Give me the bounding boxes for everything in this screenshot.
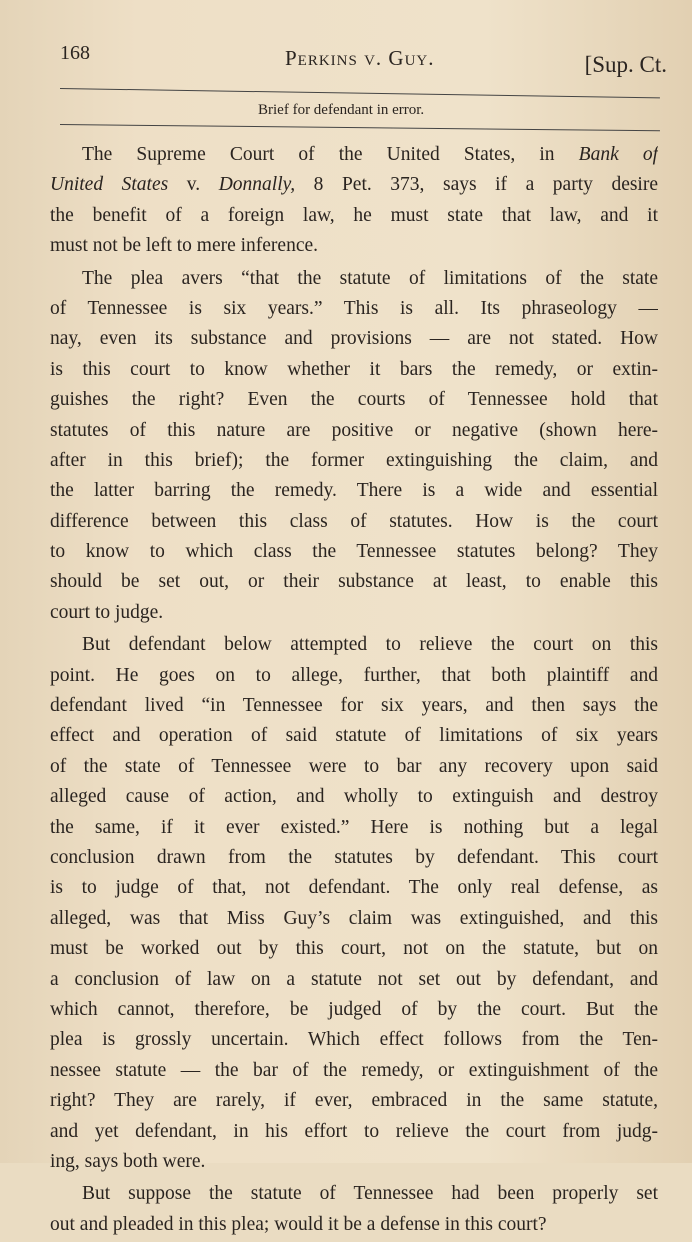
text-segment: 8 Pet. 373, says if a party desire [295,174,658,196]
text-segment: the benefit of a foreign law, he must state that law, and it [50,204,658,226]
running-header [60,42,667,82]
text-line [50,691,658,721]
court-label: [Sup. Ct. [584,52,667,77]
text-segment: of Tennessee is six years.” This is all. Its phraseology — [50,297,658,319]
text-line [50,567,658,597]
text-segment: should be set out, or their substance at least, to enable this [50,571,658,593]
text-line [50,1086,658,1116]
text-line [50,1179,658,1209]
italic-text: Donnally, [218,174,296,196]
text-line [50,416,658,446]
text-segment: and yet defendant, in his effort to relieve the court from judg- [50,1120,658,1142]
text-segment: The Supreme Court of the United States, in [82,144,579,165]
text-line [50,201,658,231]
subheading-rule [60,124,660,131]
text-segment: conclusion drawn from the statutes by defendant. This court [50,846,658,868]
text-line [50,140,658,170]
text-line [50,904,658,934]
header-rule [60,88,660,98]
text-segment: the same, if it ever existed.” Here is nothing but a legal [50,816,658,838]
text-line [50,476,658,506]
text-line [50,170,658,200]
text-line [50,934,658,964]
text-segment: point. He goes on to allege, further, that both plaintiff and [50,664,658,686]
text-segment: alleged, was that Miss Guy’s claim was extinguished, and this [50,907,658,929]
text-segment: alleged cause of action, and wholly to extinguish and destroy [50,786,658,808]
text-line [50,843,658,873]
text-segment: is this court to know whether it bars the remedy, or extin- [50,358,658,380]
text-segment: v. [168,174,219,196]
text-segment: difference between this class of statutes. How is the court [50,510,658,532]
text-segment: defendant lived “in Tennessee for six years, and then says the [50,695,658,717]
text-line [50,721,658,751]
text-segment: must not be left to mere inference. [50,235,319,257]
text-line [50,752,658,782]
text-line [50,385,658,415]
text-segment: plea is grossly uncertain. Which effect follows from the Ten- [50,1029,658,1051]
text-segment: But suppose the statute of Tennessee had been properly set [82,1183,658,1205]
text-line [50,661,658,691]
text-line [50,965,658,995]
text-segment: The plea avers “that the statute of limitations of the state [82,267,658,289]
text-line [50,598,658,628]
text-segment: must be worked out by this court, not on the statute, but on [50,938,658,960]
text-line [50,294,658,324]
text-line [50,813,658,843]
text-segment: nay, even its substance and provisions — are not stated. How [50,328,658,350]
text-line [50,1210,658,1240]
text-segment: after in this brief); the former extinguishing the claim, and [50,449,658,471]
text-line [50,355,658,385]
text-line [50,324,658,354]
text-segment: But defendant below attempted to relieve the court on this [82,634,658,656]
text-segment: a conclusion of law on a statute not set out by defendant, and [50,968,658,990]
text-line [50,1025,658,1055]
text-line [50,264,658,294]
text-line [50,1147,658,1177]
paragraph [50,140,658,262]
text-segment: right? They are rarely, if ever, embraced in the same statute, [50,1090,658,1112]
page-number: 168 [60,42,90,64]
text-line [50,231,658,261]
body-text [50,140,658,1242]
case-title: Perkins v. Guy. [285,46,435,70]
paragraph [50,1179,658,1240]
text-segment: statutes of this nature are positive or negative (shown here- [50,419,658,441]
text-line [50,782,658,812]
text-line [50,873,658,903]
text-segment: is to judge of that, not defendant. The only real defense, as [50,877,658,899]
text-line [50,995,658,1025]
text-segment: which cannot, therefore, be judged of by the court. But the [50,998,658,1020]
text-line [50,537,658,567]
text-line [50,630,658,660]
text-line [50,1117,658,1147]
paragraph [50,630,658,1177]
text-segment: to know to which class the Tennessee statutes belong? They [50,541,658,563]
text-line [50,1056,658,1086]
paragraph [50,264,658,629]
text-line [50,507,658,537]
text-line [50,446,658,476]
text-segment: effect and operation of said statute of limitations of six years [50,725,658,747]
text-segment: guishes the right? Even the courts of Tennessee hold that [50,389,658,411]
text-segment: out and pleaded in this plea; would it be a defense in this court? [50,1213,547,1235]
text-segment: of the state of Tennessee were to bar any recovery upon said [50,755,658,777]
text-segment: the latter barring the remedy. There is a wide and essential [50,480,658,502]
text-segment: nessee statute — the bar of the remedy, or extinguishment of the [50,1059,658,1081]
text-segment: court to judge. [50,601,164,623]
italic-text: United States [50,174,169,196]
italic-text: Bank of [578,144,658,165]
subheading: Brief for defendant in error. [258,102,425,118]
text-segment: ing, says both were. [50,1150,206,1172]
